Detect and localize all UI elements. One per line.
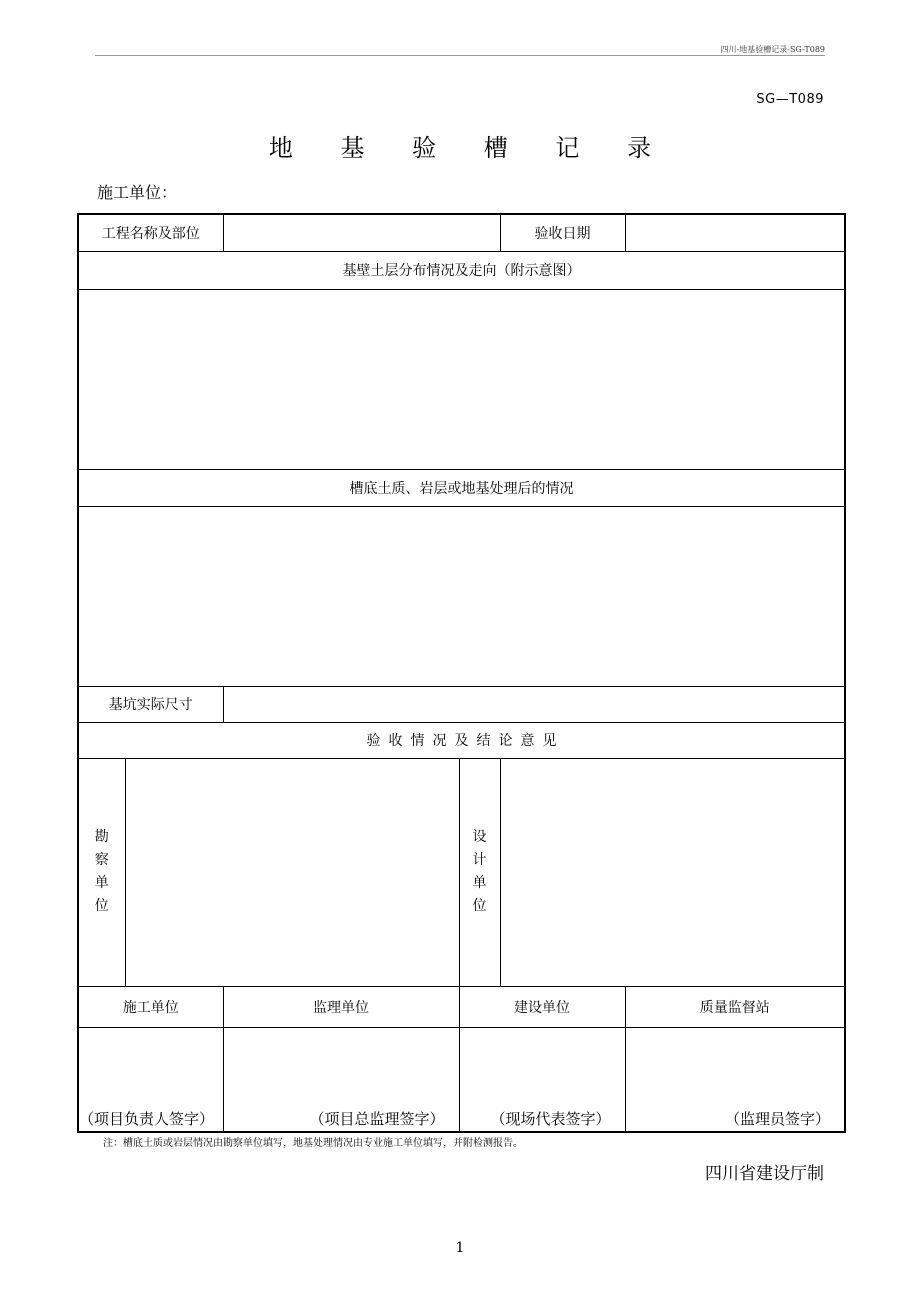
design-unit-opinion-area[interactable]	[500, 758, 845, 986]
document-title: 地 基 验 槽 记 录	[268, 134, 672, 162]
soil-distribution-heading: 基壁土层分布情况及走向（附示意图）	[78, 251, 845, 289]
supervision-signature-cell[interactable]: （项目总监理签字）	[223, 1027, 459, 1132]
project-name-field[interactable]	[223, 214, 500, 251]
form-code: SG—T089	[756, 92, 824, 107]
construction-unit-header: 施工单位	[78, 986, 223, 1027]
design-unit-label	[459, 758, 500, 986]
acceptance-date-field[interactable]	[625, 214, 845, 251]
survey-unit-label	[78, 758, 125, 986]
supervision-unit-header: 监理单位	[223, 986, 459, 1027]
quality-station-header: 质量监督站	[625, 986, 845, 1027]
owner-signature-cell[interactable]: （现场代表签字）	[459, 1027, 625, 1132]
header-rule	[95, 55, 825, 56]
construction-unit-label: 施工单位：	[97, 183, 178, 202]
survey-unit-opinion-area[interactable]	[125, 758, 459, 986]
footnote: 注：槽底土质或岩层情况由勘察单位填写，地基处理情况由专业施工单位填写，并附检测报告。	[103, 1138, 523, 1149]
project-name-label: 工程名称及部位	[78, 214, 223, 251]
pit-size-label: 基坑实际尺寸	[78, 686, 223, 722]
quality-station-signature-cell[interactable]: （监理员签字）	[625, 1027, 845, 1132]
survey-unit-label-char: 勘	[94, 829, 109, 845]
soil-distribution-area[interactable]	[78, 289, 845, 469]
issuer: 四川省建设厅制	[705, 1164, 824, 1184]
acceptance-date-label: 验收日期	[500, 214, 625, 251]
pit-bottom-area[interactable]	[78, 506, 845, 686]
pit-bottom-heading: 槽底土质、岩层或地基处理后的情况	[78, 469, 845, 506]
design-unit-label-char: 计	[472, 852, 487, 868]
inspection-form-table	[77, 213, 846, 1133]
conclusion-heading: 验收情况及结论意见	[78, 722, 845, 758]
survey-unit-label-char: 察	[94, 852, 109, 868]
survey-unit-label-char: 单	[94, 875, 109, 891]
design-unit-label-char: 单	[472, 875, 487, 891]
running-header: 四川-地基验槽记录-SG-T089	[720, 45, 825, 54]
survey-unit-label-char: 位	[94, 898, 109, 914]
page-number: 1	[455, 1240, 465, 1256]
design-unit-label-char: 位	[472, 898, 487, 914]
pit-size-field[interactable]	[223, 686, 845, 722]
construction-signature-cell[interactable]: （项目负责人签字）	[78, 1027, 223, 1132]
design-unit-label-char: 设	[472, 829, 487, 845]
owner-unit-header: 建设单位	[459, 986, 625, 1027]
